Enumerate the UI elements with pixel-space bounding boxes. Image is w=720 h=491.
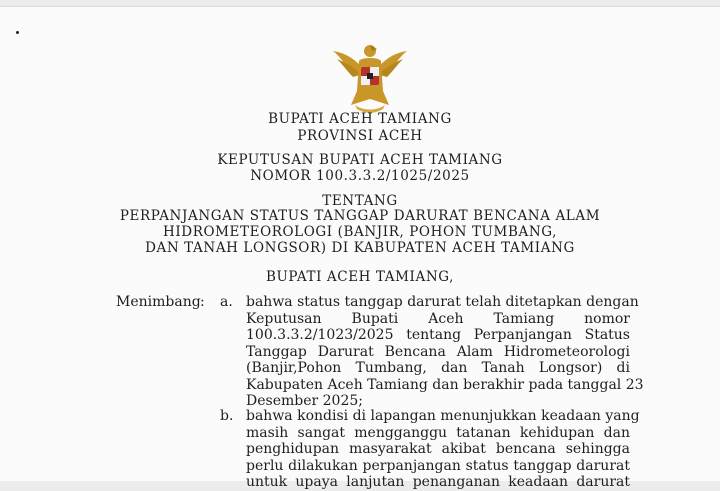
garuda-emblem-icon [327,39,413,115]
item-line: Kabupaten Aceh Tamiang dan berakhir pada tanggal 23 [246,376,644,393]
item-line: perlu dilakukan perpanjangan status tanggap darurat [246,457,630,474]
scan-speck [16,31,19,34]
item-letter: b. [220,408,234,424]
item-a-paragraph [246,294,644,410]
about-label: TENTANG [322,193,398,209]
subject-line: PERPANJANGAN STATUS TANGGAP DARURAT BENCANA ALAM [119,208,601,224]
item-line: bahwa status tanggap darurat telah ditetapkan dengan [246,294,639,310]
item-line: 100.3.3.2/1023/2025 tentang Perpanjangan Status [246,327,630,343]
issuer-line1: BUPATI ACEH TAMIANG [268,111,452,127]
item-line: untuk upaya lanjutan penanganan keadaan darurat [246,474,630,490]
considering-colon: : [200,294,205,310]
item-line: penghidupan masyarakat akibat bencana sehingga [246,441,630,457]
item-letter: a. [220,294,233,310]
item-line: Tanggap Darurat Bencana Alam Hidrometeorologi [246,343,630,360]
item-line: Desember 2025; [246,393,363,409]
considering-label: Menimbang [116,294,201,310]
authority-heading: BUPATI ACEH TAMIANG, [265,269,455,285]
decree-number: NOMOR 100.3.3.2/1025/2025 [250,168,470,184]
issuer-line2: PROVINSI ACEH [297,128,423,144]
item-line: Keputusan Bupati Aceh Tamiang nomor [246,310,630,327]
item-line: (Banjir,Pohon Tumbang, dan Tanah Longsor) di [246,360,630,376]
subject-line: HIDROMETEOROLOGI (BANJIR, POHON TUMBANG, [162,224,558,240]
decree-page [0,6,720,490]
item-line: bahwa kondisi di lapangan menunjukkan keadaan yang [246,408,640,424]
decree-title: KEPUTUSAN BUPATI ACEH TAMIANG [217,152,503,168]
subject-line: DAN TANAH LONGSOR) DI KABUPATEN ACEH TAMIANG [145,240,575,256]
item-line: masih sangat mengganggu tatanan kehidupan dan [246,424,630,441]
item-b-paragraph [246,408,640,491]
